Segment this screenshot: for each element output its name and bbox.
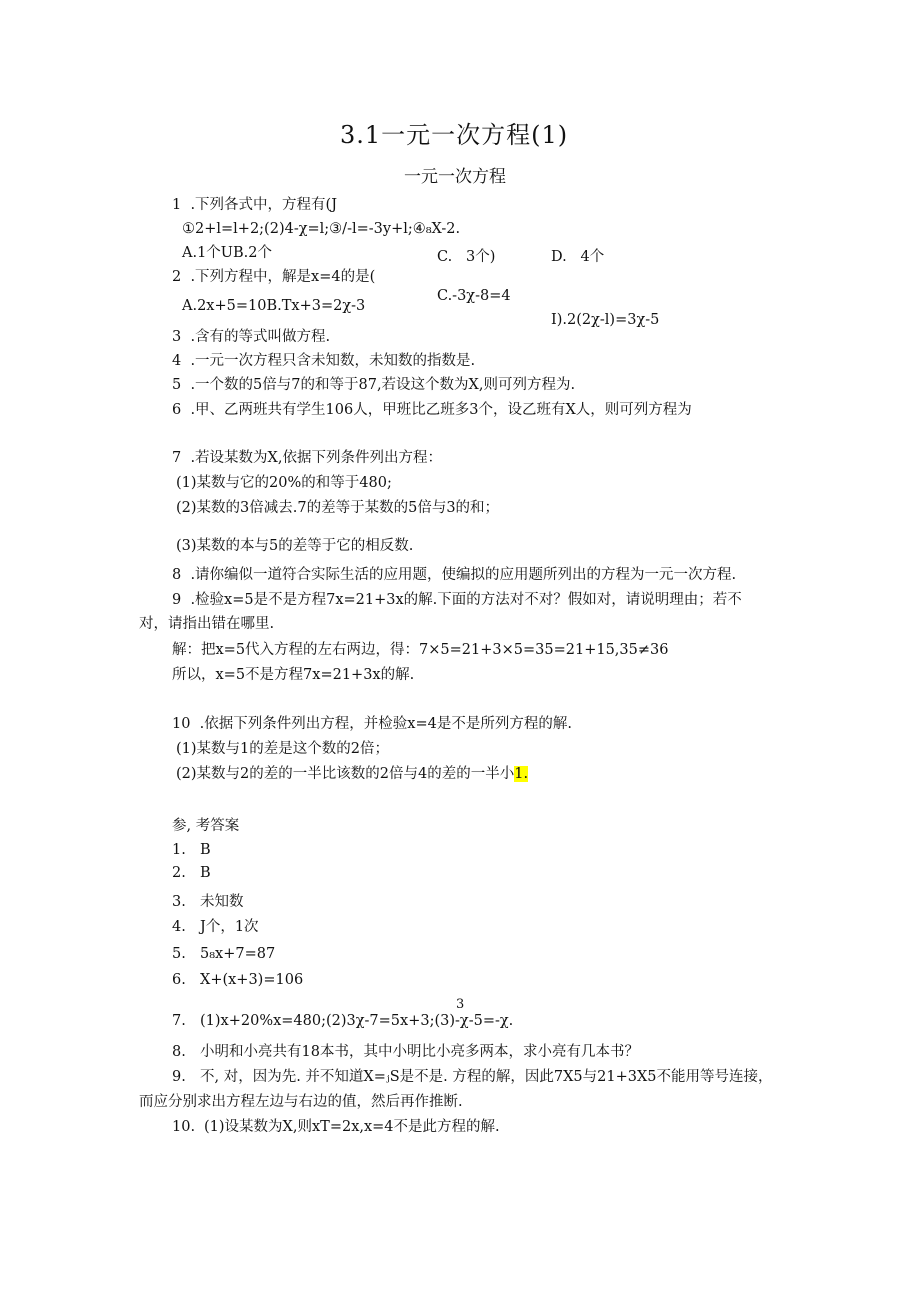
answer-text: B <box>200 865 211 881</box>
question-3: 3 .含有的等式叫做方程. <box>172 329 331 345</box>
question-1-options-ab: A.1个UB.2个 <box>182 245 273 261</box>
answer-text: B <box>200 842 211 858</box>
answer-10 <box>172 1118 500 1136</box>
answer-text: 5₈x+7=87 <box>200 946 276 962</box>
question-10-part-1: (1)某数与1的差是这个数的2倍； <box>176 741 389 757</box>
answer-8 <box>172 1043 639 1061</box>
answer-2 <box>172 864 211 882</box>
answer-3 <box>172 893 244 911</box>
answer-number: 9. <box>172 1069 186 1085</box>
page-subtitle: 一元一次方程 <box>404 167 506 187</box>
question-10-part-2 <box>176 765 528 783</box>
answer-text: 不, 对，因为先. 并不知道X=ⱼS是不是. 方程的解，因此7X5与21+3X5不能用等号连接， <box>200 1069 773 1085</box>
answer-number: 3. <box>172 894 186 910</box>
question-5: 5 .一个数的5倍与7的和等于87,若设这个数为X,则可列方程为. <box>172 377 576 393</box>
answer-1 <box>172 841 211 859</box>
answers-heading: 参, 考答案 <box>172 818 240 834</box>
question-6: 6 .甲、乙两班共有学生106人，甲班比乙班多3个，设乙班有X人，则可列方程为 <box>172 402 692 418</box>
question-1-option-c: C. 3个) <box>437 249 496 265</box>
answer-text: J个，1次 <box>200 919 259 935</box>
answer-number: 6. <box>172 972 186 988</box>
answer-text: 未知数 <box>200 894 244 910</box>
question-9-conclusion: 所以，x=5不是方程7x=21+3x的解. <box>172 667 415 683</box>
answer-number: 5. <box>172 946 186 962</box>
page-title: 3.1一元一次方程(1) <box>340 121 569 149</box>
answer-text: (1)x+20%x=480;(2)3χ-7=5x+3;(3)-χ-5=-χ. <box>200 1013 514 1029</box>
question-8: 8 .请你编似一道符合实际生活的应用题，使编拟的应用题所列出的方程为一元一次方程. <box>172 567 737 583</box>
answer-9-continuation: 而应分别求出方程左边与右边的值，然后再作推断. <box>139 1094 463 1110</box>
answer-text: X+(x+3)=106 <box>200 972 304 988</box>
question-1-option-d: D. 4个 <box>551 249 605 265</box>
question-2-options-ab: A.2x+5=10B.Tx+3=2χ-3 <box>182 298 366 314</box>
answer-number: 1. <box>172 842 186 858</box>
question-10-stem: 10 .依据下列条件列出方程，并检验x=4是不是所列方程的解. <box>172 716 572 732</box>
question-10-part-2-text: (2)某数与2的差的一半比该数的2倍与4的差的一半小 <box>176 766 515 782</box>
answer-number: 8. <box>172 1044 186 1060</box>
answer-6 <box>172 971 303 989</box>
question-4: 4 .一元一次方程只含未知数，未知数的指数是. <box>172 353 476 369</box>
question-7-part-2: (2)某数的3倍减去.7的差等于某数的5倍与3的和； <box>176 500 500 516</box>
answer-5 <box>172 945 275 963</box>
question-2-stem: 2 .下列方程中，解是x=4的是( <box>172 269 376 285</box>
answer-number: 7. <box>172 1013 186 1029</box>
question-7-part-1: (1)某数与它的20%的和等于480; <box>176 475 392 491</box>
answer-4 <box>172 918 259 936</box>
answer-text: 小明和小亮共有18本书，其中小明比小亮多两本，求小亮有几本书？ <box>200 1044 639 1060</box>
question-2-option-d: I).2(2χ-l)=3χ-5 <box>551 312 660 328</box>
question-7-stem: 7 .若设某数为X,依据下列条件列出方程： <box>172 450 442 466</box>
answer-number: 2. <box>172 865 186 881</box>
highlighted-text: 1. <box>514 766 529 782</box>
answer-number: 10. <box>172 1119 196 1135</box>
question-9-line-2: 对，请指出错在哪里. <box>139 616 275 632</box>
question-9-solution: 解：把x=5代入方程的左右两边，得：7×5=21+3×5=35=21+15,35≠36 <box>172 642 669 658</box>
question-7-part-3: (3)某数的本与5的差等于它的相反数. <box>176 538 414 554</box>
question-1-items: ①2+l=l+2;(2)4-χ=l;③/-l=-3y+l;④₈X-2. <box>182 221 461 237</box>
answer-text: (1)设某数为X,则xT=2x,x=4不是此方程的解. <box>204 1119 500 1135</box>
answer-9 <box>172 1068 773 1086</box>
question-2-option-c: C.-3χ-8=4 <box>437 288 511 304</box>
answer-7 <box>172 1012 513 1030</box>
answer-number: 4. <box>172 919 186 935</box>
question-1-stem: 1 .下列各式中，方程有(J <box>172 197 338 213</box>
question-9-line-1: 9 .检验x=5是不是方程7x=21+3x的解.下面的方法对不对？假如对，请说明理由；若不 <box>172 592 742 608</box>
answer-7-superscript: 3 <box>456 997 465 1012</box>
